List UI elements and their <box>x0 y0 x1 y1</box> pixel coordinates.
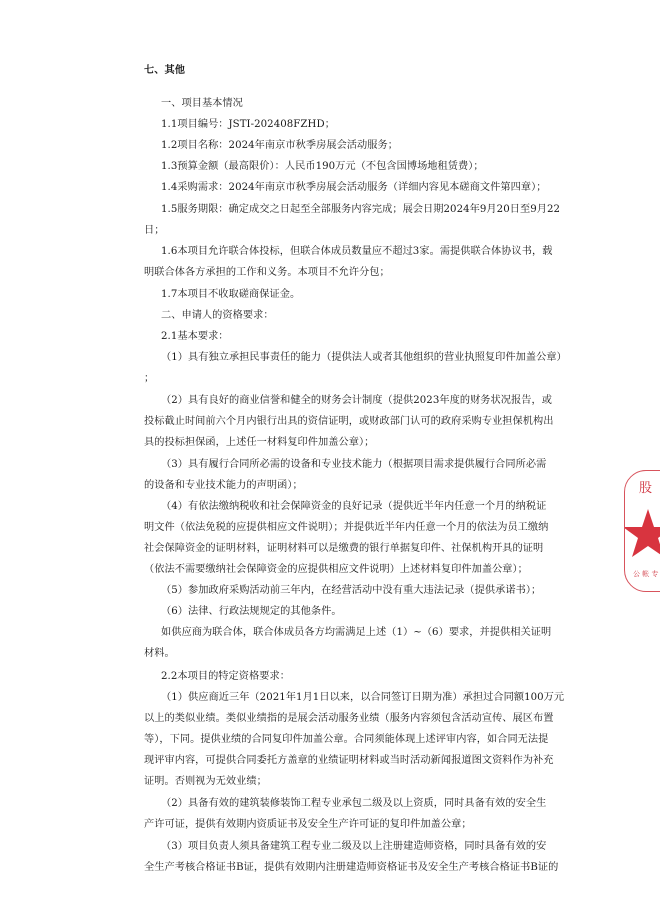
text-line: （1）具有独立承担民事责任的能力（提供法人或者其他组织的营业执照复印件加盖公章） <box>161 352 567 363</box>
text-line: 1.5服务期限：确定成交之日起至全部服务内容完成；展会日期2024年9月20日至9月22 <box>161 204 561 215</box>
text-line: 投标截止时间前六个月内银行出具的资信证明，或财政部门认可的政府采购专业担保机构出 <box>144 416 554 427</box>
text-line: （2）具有良好的商业信誉和健全的财务会计制度（提供2023年度的财务状况报告，或 <box>161 395 552 406</box>
text-line: 社会保障资金的证明材料，证明材料可以是缴费的银行单据复印件、社保机构开具的证明 <box>144 543 544 554</box>
seal-bottom-text: 公 帐 专 <box>633 570 659 578</box>
text-line: （6）法律、行政法规规定的其他条件。 <box>161 606 342 617</box>
text-line: 材料。 <box>144 648 175 659</box>
company-seal <box>624 470 660 592</box>
text-line: 具的投标担保函，上述任一材料复印件加盖公章）； <box>144 437 375 448</box>
text-line: 1.7本项目不收取磋商保证金。 <box>161 289 301 300</box>
text-line: （4）有依法缴纳税收和社会保障资金的良好记录（提供近半年内任意一个月的纳税证 <box>161 501 547 512</box>
text-line: （依法不需要缴纳社会保障资金的应提供相应文件说明）上述材料复印件加盖公章）； <box>144 564 528 575</box>
text-line: 2.1基本要求： <box>161 331 229 342</box>
text-line: 1.2项目名称：2024年南京市秋季房展会活动服务； <box>161 140 398 151</box>
text-line: 1.6本项目允许联合体投标，但联合体成员数量应不超过3家。需提供联合体协议书，载 <box>161 246 553 257</box>
text-line: （5）参加政府采购活动前三年内，在经营活动中没有重大违法记录（提供承诺书）； <box>161 585 542 596</box>
seal-top-text: 股 <box>639 481 653 496</box>
text-line: 全生产考核合格证书B证，提供有效期内注册建造师资格证书及安全生产考核合格证书B证的 <box>144 862 559 873</box>
seal-star-icon <box>625 507 660 563</box>
text-line: 一、项目基本情况 <box>161 98 243 109</box>
text-line: 如供应商为联合体，联合体成员各方均需满足上述（1）~（6）要求，并提供相关证明 <box>161 627 552 638</box>
text-line: 二、申请人的资格要求： <box>161 310 274 321</box>
text-line: （1）供应商近三年（2021年1月1日以来，以合同签订日期为准）承担过合同额100万元 <box>161 692 565 703</box>
text-line: 现评审内容，可提供合同委托方盖章的业绩证明材料或当时活动新闻报道图文资料作为补充 <box>144 755 554 766</box>
text-line: 1.4采购需求：2024年南京市秋季房展会活动服务（详细内容见本磋商文件第四章）； <box>161 182 547 193</box>
text-line: 产许可证，提供有效期内资质证书及安全生产许可证的复印件加盖公章； <box>144 819 472 830</box>
text-line: 1.3预算金额（最高限价）：人民币190万元（不包含国博场地租赁费）； <box>161 161 484 172</box>
text-line: 日； <box>144 225 165 236</box>
text-line: 的设备和专业技术能力的声明函）； <box>144 480 303 491</box>
section-heading: 七、其他 <box>144 64 185 76</box>
text-line: 证明。否则视为无效业绩； <box>144 776 267 787</box>
text-line: 等），下同。提供业绩的合同复印件加盖公章。合同须能体现上述评审内容，如合同无法提 <box>144 734 549 745</box>
text-line: 以上的类似业绩。类似业绩指的是展会活动服务业绩（服务内容须包含活动宣传、展区布置 <box>144 713 554 724</box>
text-line: （2）具备有效的建筑装修装饰工程专业承包二级及以上资质，同时具备有效的安全生 <box>161 798 547 809</box>
text-line: 明文件（依法免税的应提供相应文件说明）；并提供近半年内任意一个月的依法为员工缴纳 <box>144 522 549 533</box>
text-line: 2.2本项目的特定资格要求： <box>161 671 290 682</box>
text-line: 1.1项目编号：JSTI-202408FZHD； <box>161 119 335 130</box>
text-line: （3）项目负责人须具备建筑工程专业二级及以上注册建造师资格，同时具备有效的安 <box>161 841 547 852</box>
text-line: （3）具有履行合同所必需的设备和专业技术能力（根据项目需求提供履行合同所必需 <box>161 459 547 470</box>
text-line: 明联合体各方承担的工作和义务。本项目不允许分包； <box>144 267 390 278</box>
text-line: ； <box>144 373 155 384</box>
